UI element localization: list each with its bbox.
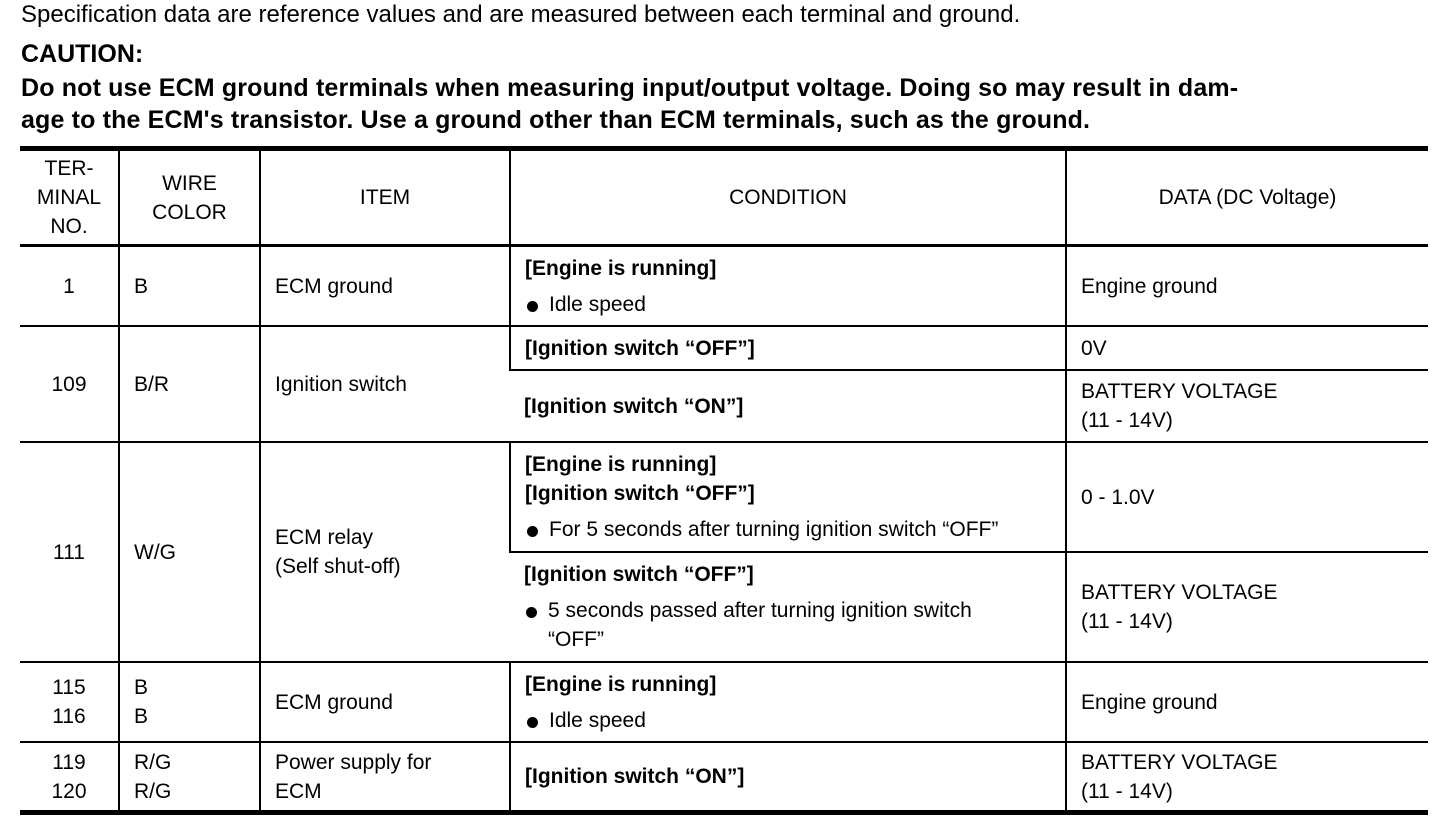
- condition-cell: [Ignition switch “OFF”] 5 seconds passed after turning ignition switch “OFF”: [510, 552, 1066, 662]
- header-terminal-no: TER- MINAL NO.: [20, 149, 119, 246]
- condition-cell: [Engine is running] [Ignition switch “OFF”] For 5 seconds after turning ignition switch “OFF”: [510, 442, 1066, 552]
- data-cell: BATTERY VOLTAGE (11 - 14V): [1066, 742, 1428, 813]
- wire-cell: B: [119, 246, 260, 327]
- wire-cell: B B: [119, 662, 260, 742]
- bullet-item: Idle speed: [525, 706, 1051, 735]
- terminal-cell: 109: [20, 326, 119, 442]
- terminal-cell: 115 116: [20, 662, 119, 742]
- condition-cell: [Engine is running] Idle speed: [510, 246, 1066, 327]
- terminal-cell: 119 120: [20, 742, 119, 813]
- bullet-item: For 5 seconds after turning ignition switch “OFF”: [525, 515, 1059, 544]
- header-data: DATA (DC Voltage): [1066, 149, 1428, 246]
- table-header-row: [20, 149, 1428, 246]
- data-cell: Engine ground: [1066, 246, 1428, 327]
- caution-text: [21, 72, 1429, 136]
- condition-cell: [Ignition switch “OFF”]: [510, 326, 1066, 370]
- wire-cell: B/R: [119, 326, 260, 442]
- terminal-cell: 111: [20, 442, 119, 662]
- bullet-item: Idle speed: [525, 290, 1051, 319]
- table-row: [20, 246, 1428, 327]
- caution-line-1: Do not use ECM ground terminals when measuring input/output voltage. Doing so may result in dam-: [21, 74, 1239, 102]
- item-cell: ECM ground: [260, 246, 510, 327]
- condition-cell: [Engine is running] Idle speed: [510, 662, 1066, 742]
- condition-cell: [Ignition switch “ON”]: [510, 370, 1066, 442]
- intro-text: Specification data are reference values and are measured between each terminal and ground.: [21, 1, 1021, 28]
- data-cell: Engine ground: [1066, 662, 1428, 742]
- data-cell: 0 - 1.0V: [1066, 442, 1428, 552]
- table-row: [20, 442, 1428, 552]
- item-cell: Ignition switch: [260, 326, 510, 442]
- caution-title: CAUTION:: [21, 40, 144, 68]
- header-wire-color: WIRE COLOR: [119, 149, 260, 246]
- header-item: ITEM: [260, 149, 510, 246]
- wire-cell: W/G: [119, 442, 260, 662]
- table-row: [20, 662, 1428, 742]
- condition-cell: [Ignition switch “ON”]: [510, 742, 1066, 813]
- caution-line-2: age to the ECM's transistor. Use a ground other than ECM terminals, such as the ground.: [21, 106, 1091, 134]
- table-row: [20, 742, 1428, 813]
- wire-cell: R/G R/G: [119, 742, 260, 813]
- item-cell: ECM ground: [260, 662, 510, 742]
- item-cell: Power supply for ECM: [260, 742, 510, 813]
- bullet-item: 5 seconds passed after turning ignition switch “OFF”: [524, 596, 1051, 654]
- data-cell: 0V: [1066, 326, 1428, 370]
- data-cell: BATTERY VOLTAGE (11 - 14V): [1066, 552, 1428, 662]
- table-row: [20, 326, 1428, 370]
- header-condition: CONDITION: [510, 149, 1066, 246]
- terminal-cell: 1: [20, 246, 119, 327]
- item-cell: ECM relay (Self shut-off): [260, 442, 510, 662]
- data-cell: BATTERY VOLTAGE (11 - 14V): [1066, 370, 1428, 442]
- terminal-spec-table: [20, 146, 1428, 815]
